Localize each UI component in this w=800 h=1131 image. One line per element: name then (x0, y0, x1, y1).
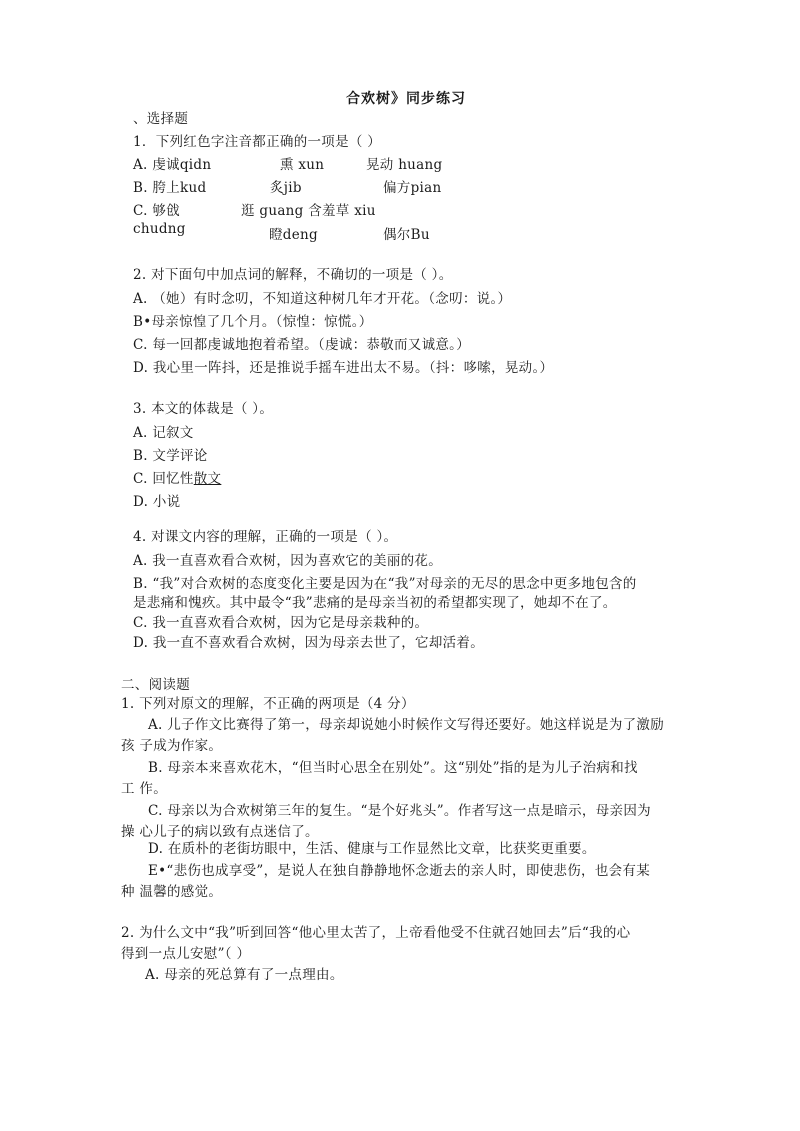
document-title: 合欢树》同步练习 (346, 91, 466, 107)
q1-option-a-part1: A. 虔诚qidn (133, 157, 212, 173)
r1-option-a-line2: 孩 子成为作家。 (121, 738, 223, 754)
q2-option-d: D. 我心里一阵抖，还是推说手摇车进出太不易。（抖：哆嗦，晃动。） (133, 360, 554, 376)
q1-option-c-part2: 逛 guang 含羞草 xiu (241, 203, 376, 219)
q1-option-c-part1: C. 够戗 (133, 203, 180, 219)
q3-option-a: A. 记叙文 (133, 425, 194, 441)
r2-option-a: A. 母亲的死总算有了一点理由。 (145, 967, 344, 983)
q3-option-c (133, 470, 221, 488)
q4-option-d: D. 我一直不喜欢看合欢树，因为母亲去世了，它却活着。 (133, 635, 485, 651)
question-2-stem: 2. 对下面句中加点词的解释，不确切的一项是（ ）。 (133, 267, 453, 283)
question-1-stem: 1．下列红色字注音都正确的一项是（ ） (133, 134, 382, 150)
q3-option-d: D. 小说 (133, 494, 181, 510)
q2-option-a: A. （她）有时念叨，不知道这种树几年才开花。（念叨：说。） (133, 291, 512, 307)
r1-option-b-line2: 工 作。 (121, 781, 167, 797)
reading-question-1-stem: 1. 下列对原文的理解，不正确的两项是（4 分） (121, 696, 415, 712)
q1-option-c-continued: chudng (133, 221, 186, 237)
q4-option-a: A. 我一直喜欢看合欢树，因为喜欢它的美丽的花。 (133, 553, 443, 569)
q3-option-b: B. 文学评论 (133, 448, 208, 464)
q3-option-c-text: C. 回忆性 (133, 471, 194, 487)
r1-option-e-line1: E•“悲伤也成享受”，是说人在独自静静地怀念逝去的亲人时，即使悲伤，也会有某 (148, 863, 651, 879)
q1-option-b-part2: 炙jib (270, 180, 302, 196)
section-heading-choice: 、选择题 (133, 111, 189, 127)
question-4-stem: 4. 对课文内容的理解，正确的一项是（ ）。 (133, 529, 398, 545)
q1-option-a-part2: 熏 xun (280, 157, 325, 173)
r1-option-e-line2: 种 温馨的感觉。 (121, 884, 223, 900)
q2-option-c: C. 每一回都虔诚地抱着希望。（虔诚：恭敬而又诚意。） (133, 337, 471, 353)
r1-option-c-line1: C. 母亲以为合欢树第三年的复生。“是个好兆头”。作者写这一点是暗示，母亲因为 (148, 803, 651, 819)
section-heading-reading: 二、阅读题 (121, 677, 190, 693)
r1-option-a-line1: A. 儿子作文比赛得了第一，母亲却说她小时候作文写得还要好。她这样说是为了激励 (148, 717, 665, 733)
q3-option-c-underlined: 散文 (193, 471, 222, 487)
q2-option-b: B•母亲惊惶了几个月。（惊惶：惊慌。） (133, 314, 373, 330)
q1-option-d-part3: 偶尔Bu (383, 227, 430, 243)
reading-question-2-stem-line2: 得到一点儿安慰”（ ） (121, 946, 251, 962)
q4-option-b-line2: 是悲痛和愧疚。其中最令“我”悲痛的是母亲当初的希望都实现了，她却不在了。 (133, 595, 617, 611)
q4-option-c: C. 我一直喜欢看合欢树，因为它是母亲栽种的。 (133, 615, 429, 631)
q1-option-b-part3: 偏方pian (383, 180, 442, 196)
q1-option-b-part1: B. 胯上kud (133, 180, 207, 196)
reading-question-2-stem-line1: 2. 为什么文中“我”听到回答“他心里太苦了，上帝看他受不住就召她回去”后“我的心 (121, 925, 631, 941)
q4-option-b-line1: B. “我”对合欢树的态度变化主要是因为在“我”对母亲的无尽的思念中更多地包含的 (133, 576, 637, 592)
r1-option-c-line2: 操 心儿子的病以致有点迷信了。 (121, 824, 319, 840)
r1-option-d: D. 在质朴的老街坊眼中，生活、健康与工作显然比文章，比获奖更重要。 (148, 841, 596, 857)
q1-option-a-part3: 晃动 huang (366, 157, 443, 173)
question-3-stem: 3. 本文的体裁是（ ）。 (133, 401, 274, 417)
r1-option-b-line1: B. 母亲本来喜欢花木，“但当时心思全在别处”。这“别处”指的是为儿子治病和找 (148, 760, 638, 776)
q1-option-d-part2: 瞪deng (269, 227, 318, 243)
